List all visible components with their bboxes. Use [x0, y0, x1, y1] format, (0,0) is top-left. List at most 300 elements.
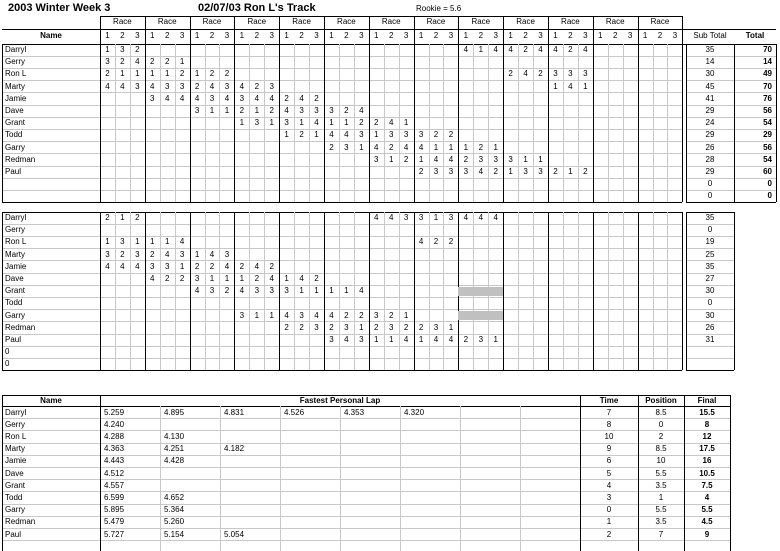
race-heat-number: 2 — [344, 30, 349, 40]
bottom-race-cell: 2 — [314, 274, 319, 283]
top-row-name: Jamie — [5, 93, 27, 103]
lap-time-cell: 5.895 — [104, 505, 125, 515]
top-race-cell: 4 — [433, 154, 439, 164]
grid-line-v — [160, 212, 161, 371]
top-race-cell: 4 — [538, 45, 543, 54]
lap-time-cell: 4.251 — [164, 444, 185, 454]
bottom-subtotal: 30 — [705, 310, 715, 320]
top-race-cell: 3 — [418, 130, 424, 140]
top-race-cell: 1 — [478, 45, 484, 54]
top-race-cell: 4 — [269, 93, 274, 103]
bottom-race-cell: 4 — [269, 274, 274, 283]
bottom-row-name: 0 — [5, 347, 10, 357]
grid-line-v — [145, 16, 146, 44]
lap-time-cell: 4.353 — [344, 407, 365, 417]
grid-line-v — [734, 212, 735, 371]
bottom-row-name: Garry — [5, 310, 25, 320]
race-heat-number: 2 — [523, 30, 528, 40]
grid-line-v — [563, 212, 564, 371]
bottom-race-cell: 3 — [344, 322, 349, 332]
bottom-race-cell: 3 — [433, 322, 439, 332]
grid-line-v — [400, 406, 401, 551]
race-heat-number: 2 — [433, 30, 439, 40]
top-race-cell: 4 — [299, 93, 304, 103]
time-cell: 8 — [606, 419, 612, 429]
race-heat-number: 1 — [239, 30, 245, 40]
bottom-race-cell: 2 — [403, 322, 409, 332]
grid-line-v — [220, 406, 221, 551]
grid-line-v — [145, 212, 146, 371]
top-race-cell: 3 — [448, 167, 454, 176]
top-race-cell: 3 — [150, 93, 155, 103]
top-race-cell: 4 — [344, 130, 349, 140]
grid-line-v — [458, 16, 459, 44]
bottom-race-cell: 3 — [194, 274, 200, 283]
top-race-cell: 4 — [329, 130, 334, 140]
laps-row-name: Ron L — [5, 431, 27, 441]
top-race-cell: 1 — [359, 142, 364, 152]
bottom-subtotal: 35 — [705, 261, 715, 271]
final-cell: 4.5 — [701, 517, 713, 527]
top-race-cell: 3 — [329, 106, 334, 115]
top-race-cell: 1 — [135, 69, 140, 79]
top-race-cell: 3 — [403, 130, 409, 140]
bottom-race-cell: 1 — [254, 310, 260, 320]
final-cell: 7.5 — [701, 480, 713, 490]
race-heat-number: 2 — [612, 30, 618, 40]
top-race-cell: 1 — [239, 118, 245, 128]
race-heat-number: 2 — [120, 30, 125, 40]
top-race-cell: 4 — [224, 93, 230, 103]
bottom-race-cell: 1 — [359, 322, 364, 332]
bottom-subtotal: 27 — [705, 274, 715, 283]
bottom-race-cell: 1 — [388, 335, 394, 344]
bottom-row-name: Grant — [5, 286, 26, 296]
lap-time-cell: 4.895 — [164, 407, 185, 417]
grid-line-v — [638, 16, 639, 44]
position-cell: 8.5 — [655, 407, 667, 417]
bottom-race-cell: 3 — [254, 286, 260, 296]
bottom-row-name: Dave — [5, 274, 24, 283]
laps-row-name: Todd — [5, 492, 23, 502]
grid-line-v — [608, 44, 609, 203]
bottom-race-cell: 3 — [374, 310, 379, 320]
position-cell: 0 — [658, 419, 664, 429]
bottom-race-cell: 2 — [194, 261, 200, 271]
top-total: 54 — [763, 118, 772, 128]
bottom-race-cell: 1 — [179, 261, 185, 271]
bottom-row-name: Gerry — [5, 225, 25, 235]
subtotal-column-header: Sub Total — [693, 30, 727, 40]
final-cell: 15.5 — [699, 407, 715, 417]
top-race-cell: 1 — [388, 154, 394, 164]
top-subtotal: 35 — [705, 45, 715, 54]
top-row-name: Dave — [5, 106, 24, 115]
top-race-cell: 3 — [269, 81, 274, 91]
bottom-row-name: Marty — [5, 249, 25, 259]
lap-time-cell: 4.526 — [284, 407, 305, 417]
bottom-row-name: Jamie — [5, 261, 27, 271]
bottom-race-cell: 1 — [239, 274, 245, 283]
grid-line-h — [686, 358, 734, 359]
top-total: 56 — [763, 142, 772, 152]
race-heat-number: 2 — [568, 30, 573, 40]
grid-line-v — [593, 44, 594, 203]
top-race-cell: 1 — [403, 118, 409, 128]
race-group-label: Race — [202, 17, 222, 26]
top-race-cell: 4 — [194, 93, 200, 103]
lap-time-cell: 5.364 — [164, 505, 185, 515]
bottom-subtotal: 26 — [705, 322, 715, 332]
top-race-cell: 2 — [314, 93, 319, 103]
top-race-cell: 2 — [299, 130, 304, 140]
bottom-row-name: Todd — [5, 298, 23, 308]
bottom-race-cell: 3 — [478, 335, 484, 344]
bottom-race-cell: 1 — [224, 274, 230, 283]
bottom-race-cell: 4 — [299, 274, 304, 283]
top-subtotal: 0 — [707, 179, 713, 189]
lap-time-cell: 4.512 — [104, 468, 125, 478]
total-column-header: Total — [745, 30, 765, 40]
laps-row-name: Dave — [5, 468, 24, 478]
bottom-race-cell: 4 — [120, 261, 125, 271]
top-race-cell: 4 — [120, 81, 125, 91]
grid-line-v — [533, 44, 534, 203]
time-cell: 5 — [606, 468, 612, 478]
top-subtotal: 41 — [705, 93, 715, 103]
race-heat-number: 1 — [508, 30, 513, 40]
grid-line-v — [145, 44, 146, 203]
bottom-race-cell: 4 — [209, 249, 215, 259]
bottom-race-cell: 2 — [374, 322, 379, 332]
top-race-cell: 3 — [105, 57, 110, 67]
top-total: 76 — [763, 93, 772, 103]
top-race-cell: 2 — [179, 69, 185, 79]
bottom-race-cell: 1 — [329, 286, 334, 296]
top-race-cell: 1 — [583, 81, 588, 91]
grid-line-h — [686, 370, 734, 371]
race-heat-number: 1 — [329, 30, 334, 40]
grid-line-h — [2, 92, 682, 93]
bottom-race-cell: 2 — [418, 322, 424, 332]
bottom-race-cell: 4 — [254, 261, 260, 271]
race-group-label: Race — [381, 17, 401, 26]
bottom-race-cell: 4 — [194, 286, 200, 296]
bottom-race-cell: 2 — [254, 274, 260, 283]
bottom-race-cell: 3 — [329, 335, 334, 344]
grid-line-v — [682, 212, 683, 371]
top-race-cell: 4 — [150, 81, 155, 91]
bottom-race-cell: 2 — [433, 237, 439, 247]
bottom-race-cell: 2 — [150, 249, 155, 259]
top-race-cell: 2 — [359, 118, 364, 128]
top-race-cell: 1 — [538, 154, 543, 164]
lap-time-cell: 5.154 — [164, 529, 185, 539]
grid-line-h — [2, 190, 682, 191]
top-race-cell: 4 — [403, 142, 409, 152]
bottom-race-cell: 4 — [463, 213, 469, 222]
top-race-cell: 3 — [493, 154, 498, 164]
bottom-race-cell: 4 — [359, 286, 364, 296]
lap-time-cell: 6.599 — [104, 492, 125, 502]
race-heat-number: 3 — [672, 30, 678, 40]
top-race-cell: 2 — [329, 142, 334, 152]
time-cell: 6 — [606, 456, 612, 466]
laps-row-name: Gerry — [5, 419, 25, 429]
grid-line-v — [175, 212, 176, 371]
top-race-cell: 3 — [508, 154, 513, 164]
top-race-cell: 3 — [523, 167, 528, 176]
race-heat-number: 3 — [448, 30, 454, 40]
bottom-race-cell: 4 — [344, 335, 349, 344]
top-race-cell: 4 — [359, 106, 364, 115]
grid-line-v — [682, 44, 683, 203]
bottom-row-name: 0 — [5, 359, 10, 369]
bottom-race-cell: 2 — [448, 237, 454, 247]
bottom-race-cell: 1 — [135, 237, 140, 247]
position-cell: 2 — [658, 431, 664, 441]
grid-line-v — [638, 44, 639, 203]
bottom-race-cell: 4 — [329, 310, 334, 320]
top-race-cell: 3 — [209, 93, 215, 103]
bottom-race-cell: 1 — [299, 286, 304, 296]
race-group-label: Race — [337, 17, 356, 26]
race-group-label: Race — [561, 17, 580, 26]
top-subtotal: 14 — [705, 57, 715, 67]
top-race-cell: 3 — [359, 130, 364, 140]
top-race-cell: 1 — [105, 45, 110, 54]
top-total: 70 — [763, 45, 772, 54]
top-race-cell: 4 — [239, 81, 245, 91]
top-race-cell: 3 — [344, 142, 349, 152]
bottom-subtotal: 35 — [705, 213, 715, 222]
grid-line-v — [488, 44, 489, 203]
race-heat-number: 3 — [269, 30, 274, 40]
race-heat-number: 3 — [627, 30, 633, 40]
lap-time-cell: 4.240 — [104, 419, 125, 429]
bottom-race-cell: 1 — [433, 213, 439, 222]
top-race-cell: 1 — [568, 167, 573, 176]
top-race-cell: 2 — [388, 142, 394, 152]
bottom-race-cell: 1 — [120, 213, 125, 222]
bottom-race-cell: 1 — [418, 335, 424, 344]
laps-row-name: Grant — [5, 480, 26, 490]
top-row-name: Todd — [5, 130, 23, 140]
grid-line-v — [608, 212, 609, 371]
top-race-cell: 3 — [179, 81, 185, 91]
top-race-cell: 1 — [329, 118, 334, 128]
race-heat-number: 3 — [403, 30, 409, 40]
top-race-cell: 1 — [254, 106, 260, 115]
bottom-race-cell: 4 — [284, 310, 289, 320]
bottom-race-cell: 4 — [403, 335, 409, 344]
lap-time-cell: 5.259 — [104, 407, 125, 417]
grid-line-v — [533, 212, 534, 371]
time-cell: 4 — [606, 480, 612, 490]
race-heat-number: 2 — [388, 30, 394, 40]
bottom-race-cell: 4 — [239, 286, 245, 296]
grid-line-v — [369, 212, 370, 371]
lap-time-cell: 4.443 — [104, 456, 125, 466]
laps-name-header: Name — [40, 395, 62, 405]
bottom-subtotal: 30 — [705, 286, 715, 296]
grid-line-v — [160, 406, 161, 551]
top-row-name: Redman — [5, 154, 36, 164]
top-total: 54 — [763, 154, 772, 164]
top-row-name: Paul — [5, 167, 22, 176]
lap-time-cell: 4.363 — [104, 444, 125, 454]
bottom-race-cell: 3 — [359, 335, 364, 344]
top-race-cell: 2 — [135, 45, 140, 54]
top-race-cell: 2 — [374, 118, 379, 128]
bottom-race-cell: 4 — [135, 261, 140, 271]
race-heat-number: 3 — [179, 30, 185, 40]
race-heat-number: 1 — [105, 30, 110, 40]
grid-line-v — [369, 16, 370, 44]
bottom-race-cell: 3 — [135, 249, 140, 259]
top-race-cell: 2 — [508, 69, 513, 79]
top-race-cell: 2 — [403, 154, 409, 164]
top-race-cell: 1 — [179, 57, 185, 67]
bottom-race-cell: 2 — [344, 310, 349, 320]
position-cell: 3.5 — [655, 480, 667, 490]
race-heat-number: 2 — [657, 30, 663, 40]
lap-time-cell: 4.557 — [104, 480, 125, 490]
race-heat-number: 1 — [418, 30, 424, 40]
top-race-cell: 4 — [553, 45, 558, 54]
grid-line-v — [324, 16, 325, 44]
grid-line-v — [563, 44, 564, 203]
grid-line-h — [2, 29, 776, 30]
grid-line-v — [115, 44, 116, 203]
lap-time-cell: 5.479 — [104, 517, 125, 527]
top-race-cell: 2 — [448, 130, 454, 140]
grid-line-v — [190, 16, 191, 44]
grid-line-v — [340, 406, 341, 551]
top-race-cell: 2 — [553, 167, 558, 176]
grid-line-v — [115, 212, 116, 371]
top-subtotal: 30 — [705, 69, 715, 79]
time-header: Time — [599, 395, 619, 405]
grid-line-v — [518, 44, 519, 203]
top-race-cell: 3 — [194, 106, 200, 115]
grid-line-v — [578, 212, 579, 371]
bottom-subtotal: 19 — [705, 237, 715, 247]
race-group-label: Race — [247, 17, 267, 26]
sheet-subtitle: 02/07/03 Ron L's Track — [198, 2, 316, 14]
race-heat-number: 2 — [478, 30, 484, 40]
top-race-cell: 1 — [284, 130, 289, 140]
top-race-cell: 1 — [150, 69, 155, 79]
final-cell: 4 — [704, 492, 710, 502]
bottom-race-cell: 4 — [150, 274, 155, 283]
top-race-cell: 3 — [478, 154, 484, 164]
top-subtotal: 24 — [705, 118, 715, 128]
laps-row-name: Garry — [5, 505, 25, 515]
top-subtotal: 29 — [705, 106, 715, 115]
top-race-cell: 4 — [568, 81, 573, 91]
race-heat-number: 3 — [135, 30, 140, 40]
grid-line-v — [518, 212, 519, 371]
top-race-cell: 4 — [463, 45, 469, 54]
bottom-race-cell: 2 — [105, 213, 110, 222]
bottom-race-cell: 4 — [493, 213, 498, 222]
top-race-cell: 3 — [284, 118, 289, 128]
grid-line-v — [730, 395, 731, 551]
grid-line-v — [548, 44, 549, 203]
bottom-race-cell: 2 — [388, 310, 394, 320]
race-heat-number: 3 — [583, 30, 588, 40]
top-race-cell: 3 — [553, 69, 558, 79]
laps-row-name: Jamie — [5, 456, 27, 466]
race-group-label: Race — [516, 17, 535, 26]
top-row-name: Grant — [5, 118, 26, 128]
grid-line-v — [503, 44, 504, 203]
final-cell: 12 — [702, 431, 712, 441]
top-race-cell: 1 — [523, 154, 528, 164]
race-heat-number: 1 — [598, 30, 603, 40]
grid-line-v — [578, 44, 579, 203]
bottom-race-cell: 2 — [239, 261, 245, 271]
grid-line-v — [443, 212, 444, 371]
top-race-cell: 1 — [433, 142, 439, 152]
grid-line-v — [429, 212, 430, 371]
top-row-name: Marty — [5, 81, 25, 91]
grid-line-v — [593, 16, 594, 44]
time-cell: 3 — [606, 492, 612, 502]
position-cell: 8.5 — [655, 444, 667, 454]
top-subtotal: 26 — [705, 142, 715, 152]
position-cell: 1 — [658, 492, 664, 502]
bottom-race-cell: 3 — [120, 237, 125, 247]
race-heat-number: 1 — [194, 30, 200, 40]
bottom-race-cell: 4 — [374, 213, 379, 222]
grid-line-h — [2, 153, 682, 154]
top-race-cell: 3 — [299, 106, 304, 115]
fastest-lap-header: Fastest Personal Lap — [299, 395, 381, 405]
grid-line-v — [682, 16, 683, 44]
top-race-cell: 2 — [433, 130, 439, 140]
bottom-race-cell: 3 — [418, 213, 424, 222]
position-cell: 10 — [656, 456, 666, 466]
grid-line-v — [399, 212, 400, 371]
top-race-cell: 4 — [314, 118, 319, 128]
lap-time-cell: 5.054 — [224, 529, 245, 539]
bottom-race-cell: 2 — [269, 261, 274, 271]
race-group-label: Race — [292, 17, 311, 26]
top-row-name: Darryl — [5, 45, 27, 54]
lap-time-cell: 4.130 — [164, 431, 185, 441]
bottom-race-cell: 4 — [224, 261, 230, 271]
grid-line-v — [175, 44, 176, 203]
top-row-name: Ron L — [5, 69, 27, 79]
top-race-cell: 2 — [105, 69, 110, 79]
top-race-cell: 2 — [120, 57, 125, 67]
bottom-subtotal: 31 — [705, 335, 715, 344]
lap-time-cell: 5.260 — [164, 517, 185, 527]
top-race-cell: 2 — [150, 57, 155, 67]
bottom-race-cell: 2 — [164, 274, 170, 283]
grid-line-v — [623, 212, 624, 371]
top-race-cell: 2 — [164, 57, 170, 67]
grid-line-v — [458, 44, 459, 203]
grid-line-v — [503, 212, 504, 371]
top-total: 56 — [763, 106, 772, 115]
top-race-cell: 1 — [194, 69, 200, 79]
race-heat-number: 2 — [164, 30, 170, 40]
top-race-cell: 3 — [239, 93, 245, 103]
top-race-cell: 1 — [269, 118, 274, 128]
